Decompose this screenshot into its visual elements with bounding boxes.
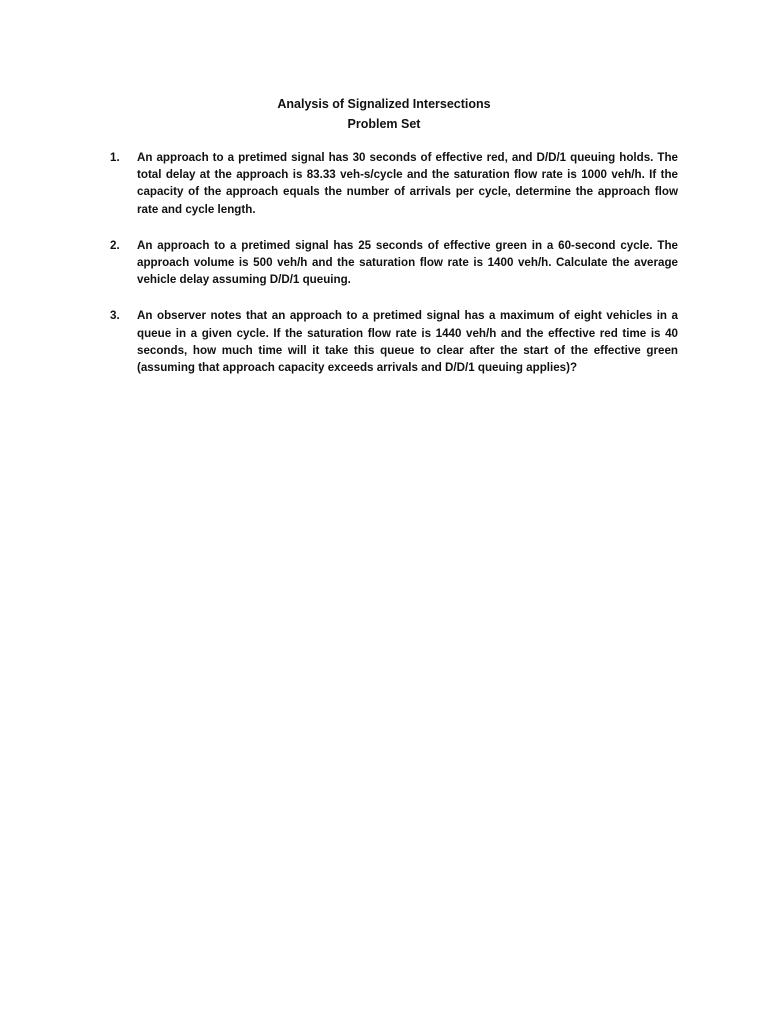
problem-item-2 xyxy=(110,237,678,289)
problem-number: 1. xyxy=(110,151,120,164)
problem-text: An observer notes that an approach to a pretimed signal has a maximum of eight vehicles in a queue in a given cycle. If the saturation flow rate is 1440 veh/h and the effective red time is 40 seconds, how much time will it take this queue to clear after the start of the effective green (assuming that approach capacity exceeds arrivals and D/D/1 queuing applies)? xyxy=(137,309,678,375)
title-block xyxy=(0,94,768,134)
problem-item-1 xyxy=(110,149,678,218)
problem-item-3 xyxy=(110,307,678,376)
page-title: Analysis of Signalized Intersections xyxy=(277,97,491,111)
problem-text: An approach to a pretimed signal has 25 seconds of effective green in a 60-second cycle. The approach volume is 500 veh/h and the saturation flow rate is 1400 veh/h. Calculate the average vehicle delay assuming D/D/1 queuing. xyxy=(137,238,678,287)
problem-list xyxy=(110,149,678,395)
problem-text: An approach to a pretimed signal has 30 seconds of effective red, and D/D/1 queuing holds. The total delay at the approach is 83.33 veh-s/cycle and the saturation flow rate is 1000 veh/h. If the capacity of the approach equals the number of arrivals per cycle, determine the approach flow rate and cycle length. xyxy=(137,151,678,216)
page-subtitle: Problem Set xyxy=(347,117,421,131)
problem-number: 3. xyxy=(110,309,120,323)
problem-number: 2. xyxy=(110,238,120,252)
